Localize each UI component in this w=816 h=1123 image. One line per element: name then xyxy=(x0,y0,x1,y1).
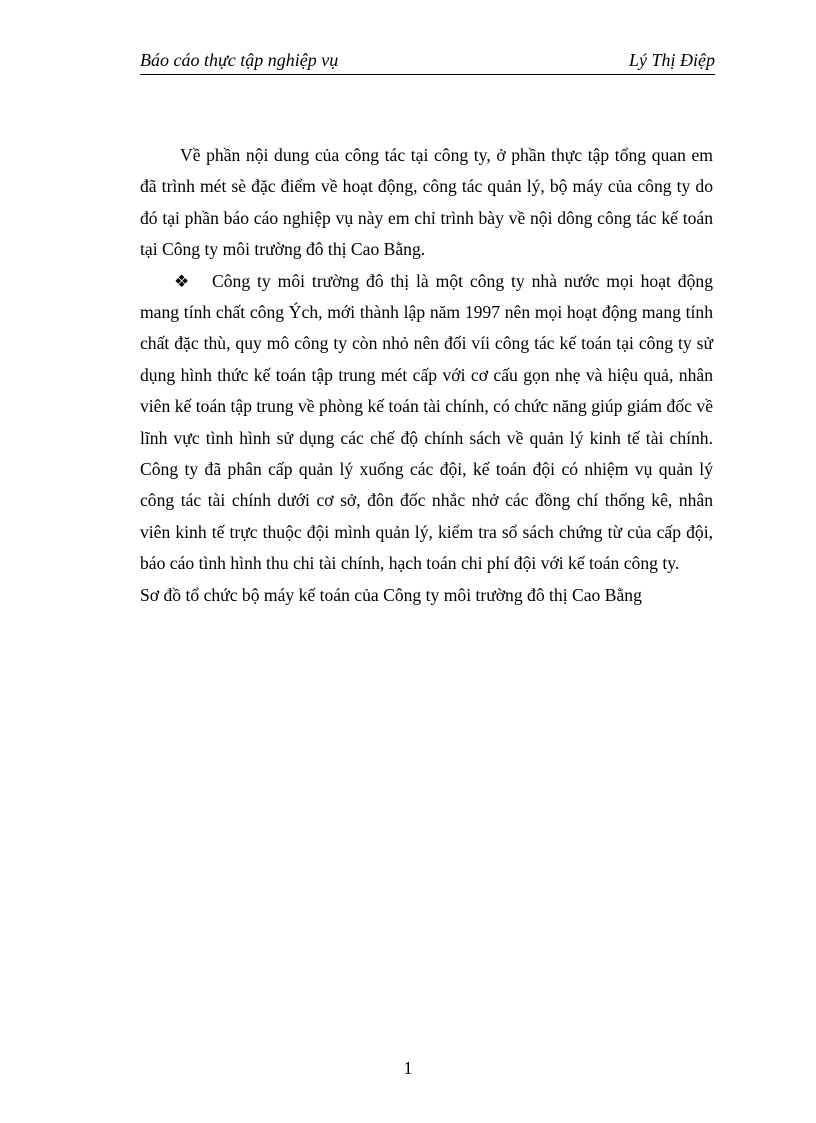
diagram-title: Sơ đồ tổ chức bộ máy kế toán của Công ty môi trường đô thị Cao Bằng xyxy=(140,584,642,605)
diamond-bullet-icon: ❖ xyxy=(174,271,190,291)
intro-paragraph: Về phần nội dung của công tác tại công ty, ở phần thực tập tổng quan em đã trình mét sè đặc điểm về hoạt động, công tác quản lý, bộ máy của công ty do đó tại phần báo cáo nghiệp vụ này em chỉ trình bày về nội dông công tác kế toán tại Công ty môi trường đô thị Cao Bằng. xyxy=(140,145,713,260)
page-header xyxy=(140,46,715,75)
report-title: Báo cáo thực tập nghiệp vụ xyxy=(140,50,339,70)
bullet-paragraph-text: Công ty môi trường đô thị là một công ty nhà nước mọi hoạt động mang tính chất công Ých, mới thành lập năm 1997 nên mọi hoạt động mang tính chất đặc thù, quy mô công ty còn nhỏ nên đối víi công tác kế toán tại công ty sử dụng hình thức kế toán tập trung mét cấp với cơ cấu gọn nhẹ và hiệu quả, nhân viên kế toán tập trung về phòng kế toán tài chính, có chức năng giúp giám đốc về lĩnh vực tình hình sử dụng các chế độ chính sách về quản lý kinh tế tài chính. Công ty đã phân cấp quản lý xuống các đội, kế toán đội có nhiệm vụ quản lý công tác tài chính dưới cơ sở, đôn đốc nhắc nhở các đồng chí thống kê, nhân viên kinh tế trực thuộc đội mình quản lý, kiểm tra sổ sách chứng từ của cấp đội, báo cáo tình hình thu chi tài chính, hạch toán chi phí đội với kế toán công ty. xyxy=(140,270,713,574)
page-number: 1 xyxy=(403,1058,413,1078)
document-body xyxy=(140,140,713,611)
bullet-paragraph xyxy=(140,266,713,580)
author-name: Lý Thị Điệp xyxy=(628,50,715,70)
